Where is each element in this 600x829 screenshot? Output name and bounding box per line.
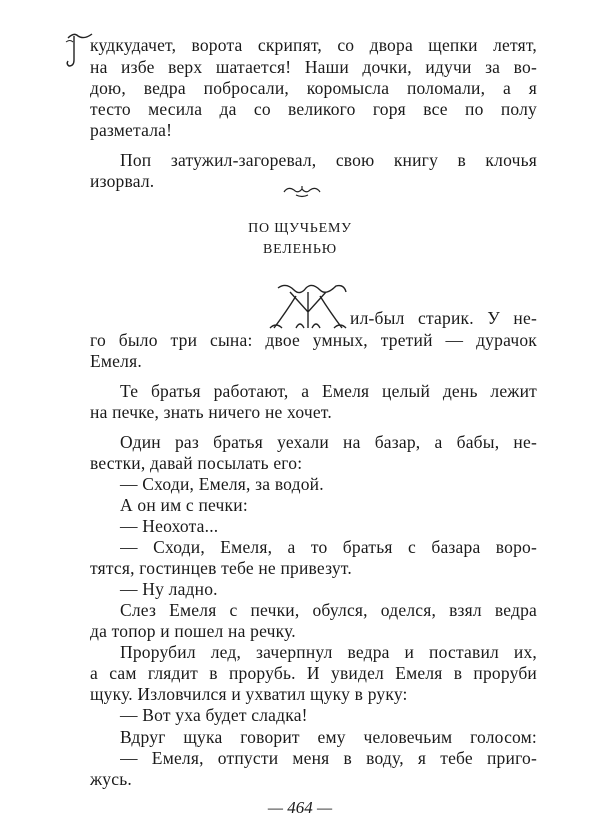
- text-line: Вдруг щука говорит ему человечьим голосом:: [120, 727, 537, 747]
- text-line: дою, ведра побросали, коромысла поломали, а я: [90, 78, 537, 98]
- drop-cap-zh-ornament: [266, 282, 350, 332]
- story-title-line1: ПО ЩУЧЬЕМУ: [248, 221, 352, 236]
- text-line: Один раз братья уехали на базар, а бабы, не-: [120, 432, 537, 452]
- text-line: — Сходи, Емеля, а то братья с базара воро-: [120, 537, 537, 557]
- text-line: на печке, знать ничего не хочет.: [90, 402, 332, 422]
- text-line: да топор и пошел на речку.: [90, 621, 296, 641]
- text-line: — Вот уха будет сладка!: [120, 705, 308, 725]
- text-line: изорвал.: [90, 171, 155, 191]
- text-line: вестки, давай посылать его:: [90, 453, 303, 473]
- text-line: жусь.: [90, 769, 132, 789]
- story-first-line: ил-был старик. У не-: [350, 308, 537, 328]
- text-line: — Емеля, отпусти меня в воду, я тебе приго-: [120, 748, 537, 768]
- text-line: Те братья работают, а Емеля целый день лежит: [120, 381, 537, 401]
- text-line: А он им с печки:: [120, 495, 248, 515]
- text-line: — Неохота...: [120, 516, 219, 536]
- text-line: Прорубил лед, зачерпнул ведра и поставил их,: [120, 642, 537, 662]
- svg-text:Ж: Ж: [302, 315, 314, 329]
- text-line: тятся, гостинцев тебе не привезут.: [90, 558, 352, 578]
- text-line: — Ну ладно.: [120, 579, 218, 599]
- text-line: Поп затужил-загоревал, свою книгу в клочья: [120, 150, 537, 170]
- text-line: на избе верх шатается! Наши дочки, идучи за во-: [90, 57, 537, 77]
- text-line: а сам глядит в прорубь. И увидел Емеля в проруби: [90, 663, 537, 683]
- text-line: Емеля.: [90, 351, 142, 371]
- page-number: — 464 —: [267, 798, 333, 817]
- text-line: — Сходи, Емеля, за водой.: [120, 474, 324, 494]
- flourish-ornament: [282, 184, 322, 198]
- text-line: кудкудачет, ворота скрипят, со двора щепки летят,: [90, 35, 537, 55]
- text-line: разметала!: [90, 120, 173, 140]
- story-title-line2: ВЕЛЕНЬЮ: [263, 242, 337, 257]
- text-line: го было три сына: двое умных, третий — дурачок: [90, 330, 537, 350]
- text-line: щуку. Изловчился и ухватил щуку в руку:: [90, 684, 408, 704]
- text-line: тесто месила да со великого горя все по полу: [90, 99, 537, 119]
- text-line: Слез Емеля с печки, обулся, оделся, взял ведра: [120, 600, 537, 620]
